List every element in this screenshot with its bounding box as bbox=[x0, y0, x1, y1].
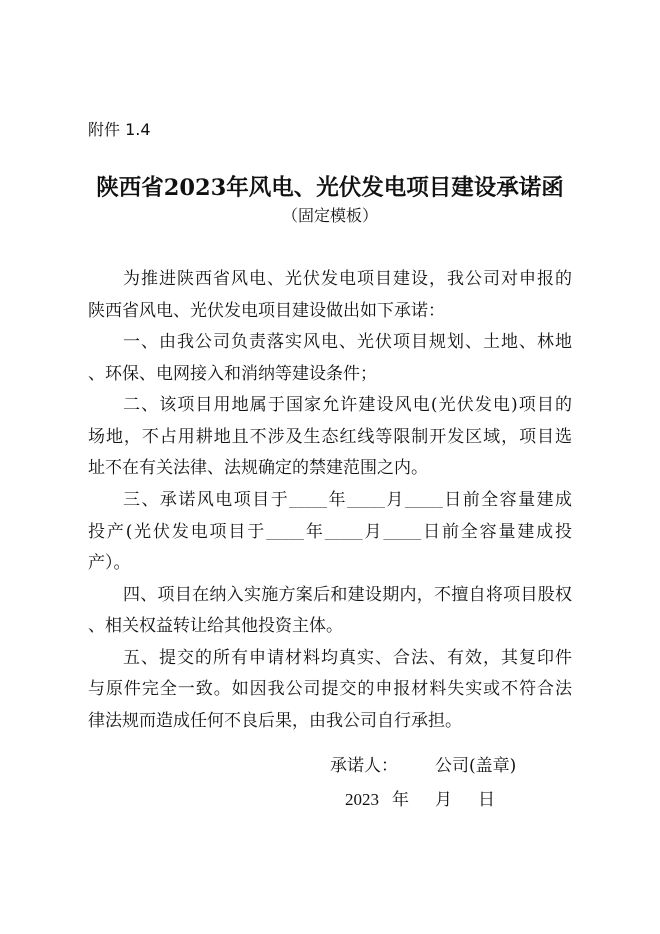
commitment-item-4 bbox=[88, 580, 572, 643]
paragraph-line: 与原件完全一致。如因我公司提交的申报材料失实或不符合法 bbox=[88, 679, 572, 700]
date-year: 2023 bbox=[345, 790, 379, 809]
line-segment: 日前全容量建成 bbox=[442, 489, 572, 510]
commitment-item-1 bbox=[88, 327, 572, 390]
company-seal-label: 公司(盖章) bbox=[435, 756, 517, 776]
paragraph-line: 场地，不占用耕地且不涉及生态红线等限制开发区域，项目选 bbox=[88, 426, 572, 447]
paragraph-preamble bbox=[88, 264, 572, 327]
commitment-item-2 bbox=[88, 390, 572, 485]
paragraph-line: 、相关权益转让给其他投资主体。 bbox=[88, 616, 343, 637]
date-month-label: 月 bbox=[435, 790, 452, 810]
paragraph-line bbox=[88, 485, 572, 517]
paragraph-line: 五、提交的所有申请材料均真实、合法、有效，其复印件 bbox=[123, 647, 572, 668]
year-label: 年 bbox=[327, 489, 348, 510]
document-subtitle: （固定模板） bbox=[281, 206, 378, 225]
year-blank: _____ bbox=[266, 524, 305, 540]
year-blank: _____ bbox=[289, 492, 328, 508]
document-title: 陕西省2023年风电、光伏发电项目建设承诺函 bbox=[96, 175, 564, 201]
paragraph-line: 陕西省风电、光伏发电项目建设做出如下承诺： bbox=[88, 300, 445, 321]
paragraph-line: 、环保、电网接入和消纳等建设条件； bbox=[88, 363, 377, 384]
month-label: 月 bbox=[362, 521, 384, 542]
committer-label: 承诺人： bbox=[330, 756, 398, 776]
paragraph-line: 址不在有关法律、法规确定的禁建范围之内。 bbox=[88, 458, 428, 479]
commitment-item-3 bbox=[88, 485, 572, 580]
paragraph-line: 律法规而造成任何不良后果，由我公司自行承担。 bbox=[88, 710, 462, 731]
date-day-label: 日 bbox=[478, 790, 495, 810]
paragraph-line: 一、由我公司负责落实风电、光伏项目规划、土地、林地 bbox=[123, 332, 572, 353]
line-segment: 产）。 bbox=[88, 553, 131, 574]
paragraph-line bbox=[88, 548, 572, 580]
month-label: 月 bbox=[384, 489, 405, 510]
line-segment: 日前全容量建成投 bbox=[421, 521, 572, 542]
attachment-label: 附件 1.4 bbox=[88, 120, 151, 139]
commitment-item-5 bbox=[88, 643, 572, 738]
line-segment: 投产(光伏发电项目于 bbox=[88, 521, 267, 542]
date-year-label: 年 bbox=[392, 790, 409, 810]
line-segment: 三、承诺风电项目于 bbox=[123, 489, 290, 510]
paragraph-line: 为推进陕西省风电、光伏发电项目建设，我公司对申报的 bbox=[123, 269, 572, 289]
paragraph-line: 四、项目在纳入实施方案后和建设期内，不擅自将项目股权 bbox=[123, 584, 572, 605]
document-body bbox=[88, 264, 572, 737]
day-blank: _____ bbox=[404, 492, 443, 508]
day-blank: _____ bbox=[383, 524, 422, 540]
paragraph-line: 二、该项目用地属于国家允许建设风电(光伏发电)项目的 bbox=[123, 395, 572, 416]
month-blank: _____ bbox=[324, 524, 363, 540]
month-blank: _____ bbox=[347, 492, 385, 508]
year-label: 年 bbox=[304, 521, 325, 542]
paragraph-line bbox=[88, 517, 572, 549]
